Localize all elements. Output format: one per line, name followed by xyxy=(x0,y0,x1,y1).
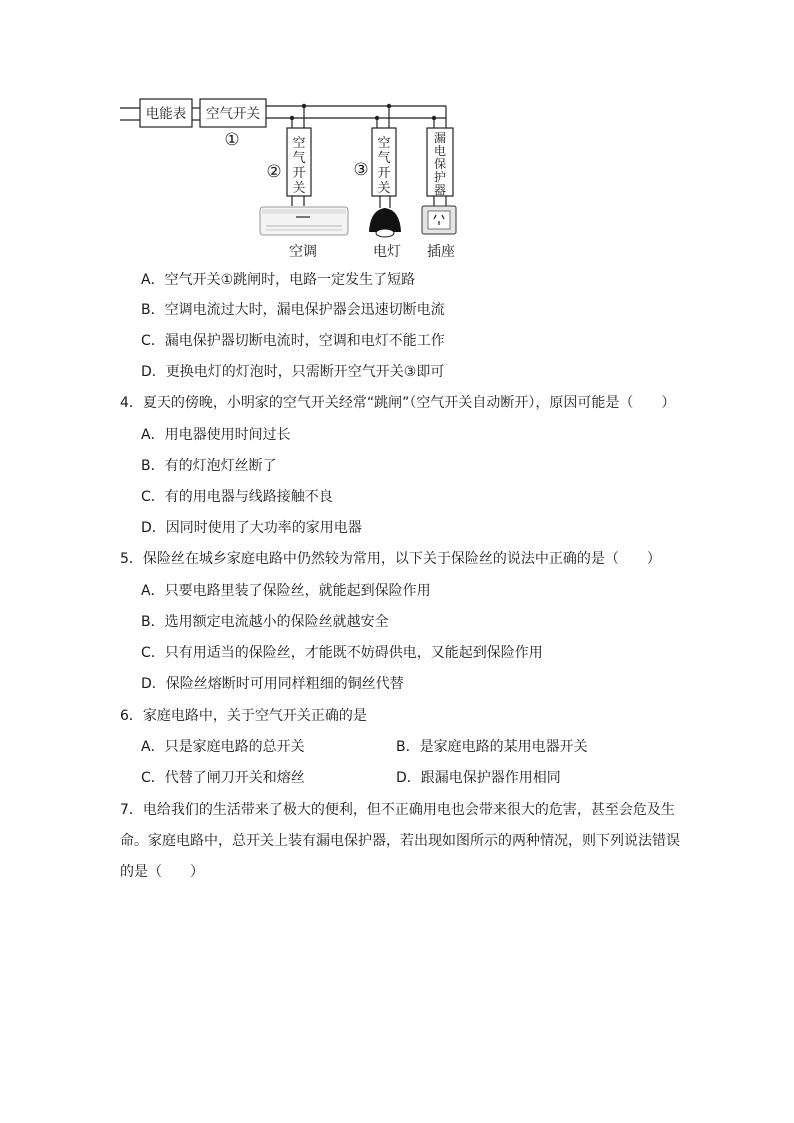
branch3-mark: ③ xyxy=(353,160,369,180)
q5-option-b: B．选用额定电流越小的保险丝就越安全 xyxy=(141,614,389,630)
socket-icon xyxy=(422,206,456,234)
ac-label: 空调 xyxy=(289,244,317,260)
q6-option-b: B．是家庭电路的某用电器开关 xyxy=(396,739,588,755)
q5-option-a: A．只要电路里装了保险丝，就能起到保险作用 xyxy=(141,583,431,599)
q6-option-a: A．只是家庭电路的总开关 xyxy=(141,739,305,755)
lamp-icon xyxy=(369,208,401,237)
q4-stem: 4．夏天的傍晚，小明家的空气开关经常“跳闸”（空气开关自动断开），原因可能是（ ） xyxy=(120,395,676,411)
meter-label: 电能表 xyxy=(145,106,187,122)
q4-option-b: B．有的灯泡灯丝断了 xyxy=(141,458,277,474)
rcd-char: 护 xyxy=(433,170,447,184)
branch3-breaker-char: 空 xyxy=(377,136,391,151)
q5-stem: 5．保险丝在城乡家庭电路中仍然较为常用，以下关于保险丝的说法中正确的是（ ） xyxy=(120,551,661,567)
q4-option-a: A．用电器使用时间过长 xyxy=(141,427,291,443)
q6-option-d: D．跟漏电保护器作用相同 xyxy=(396,770,561,786)
rcd-char: 保 xyxy=(433,157,447,171)
q7-line-1: 7．电给我们的生活带来了极大的便利，但不正确用电也会带来很大的危害，甚至会危及生 xyxy=(120,802,675,818)
q6-stem: 6．家庭电路中，关于空气开关正确的是 xyxy=(120,708,367,724)
q3-option-d: D．更换电灯的灯泡时，只需断开空气开关③即可 xyxy=(141,364,445,380)
main-breaker-mark: ① xyxy=(224,130,240,150)
branch2-breaker-char: 关 xyxy=(292,181,306,196)
rcd-char: 器 xyxy=(433,183,447,197)
q4-option-d: D．因同时使用了大功率的家用电器 xyxy=(141,520,362,536)
q4-option-c: C．有的用电器与线路接触不良 xyxy=(141,489,333,505)
branch2-breaker-char: 开 xyxy=(292,166,306,181)
q5-option-d: D．保险丝熔断时可用同样粗细的铜丝代替 xyxy=(141,676,404,692)
q3-option-b: B．空调电流过大时，漏电保护器会迅速切断电流 xyxy=(141,302,445,318)
air-conditioner-icon xyxy=(260,207,348,235)
q3-option-c: C．漏电保护器切断电流时，空调和电灯不能工作 xyxy=(141,333,445,349)
circuit-diagram xyxy=(0,0,794,265)
branch2-breaker-char: 空 xyxy=(292,136,306,151)
rcd-char: 电 xyxy=(433,144,447,158)
socket-label: 插座 xyxy=(427,244,455,260)
rcd-char: 漏 xyxy=(433,131,447,145)
branch2-mark: ② xyxy=(266,162,282,182)
q3-option-a: A．空气开关①跳闸时，电路一定发生了短路 xyxy=(141,272,416,288)
q6-option-c: C．代替了闸刀开关和熔丝 xyxy=(141,770,305,786)
q7-line-2: 命。家庭电路中，总开关上装有漏电保护器，若出现如图所示的两种情况，则下列说法错误 xyxy=(120,833,680,849)
branch3-breaker-char: 气 xyxy=(377,151,391,166)
branch2-breaker-char: 气 xyxy=(292,151,306,166)
branch3-breaker-char: 关 xyxy=(377,181,391,196)
branch3-breaker-char: 开 xyxy=(377,166,391,181)
q7-line-3: 的是（ ） xyxy=(120,864,204,880)
main-breaker-label: 空气开关 xyxy=(206,106,260,122)
lamp-label: 电灯 xyxy=(373,244,401,260)
q5-option-c: C．只有用适当的保险丝，才能既不妨碍供电，又能起到保险作用 xyxy=(141,645,543,661)
